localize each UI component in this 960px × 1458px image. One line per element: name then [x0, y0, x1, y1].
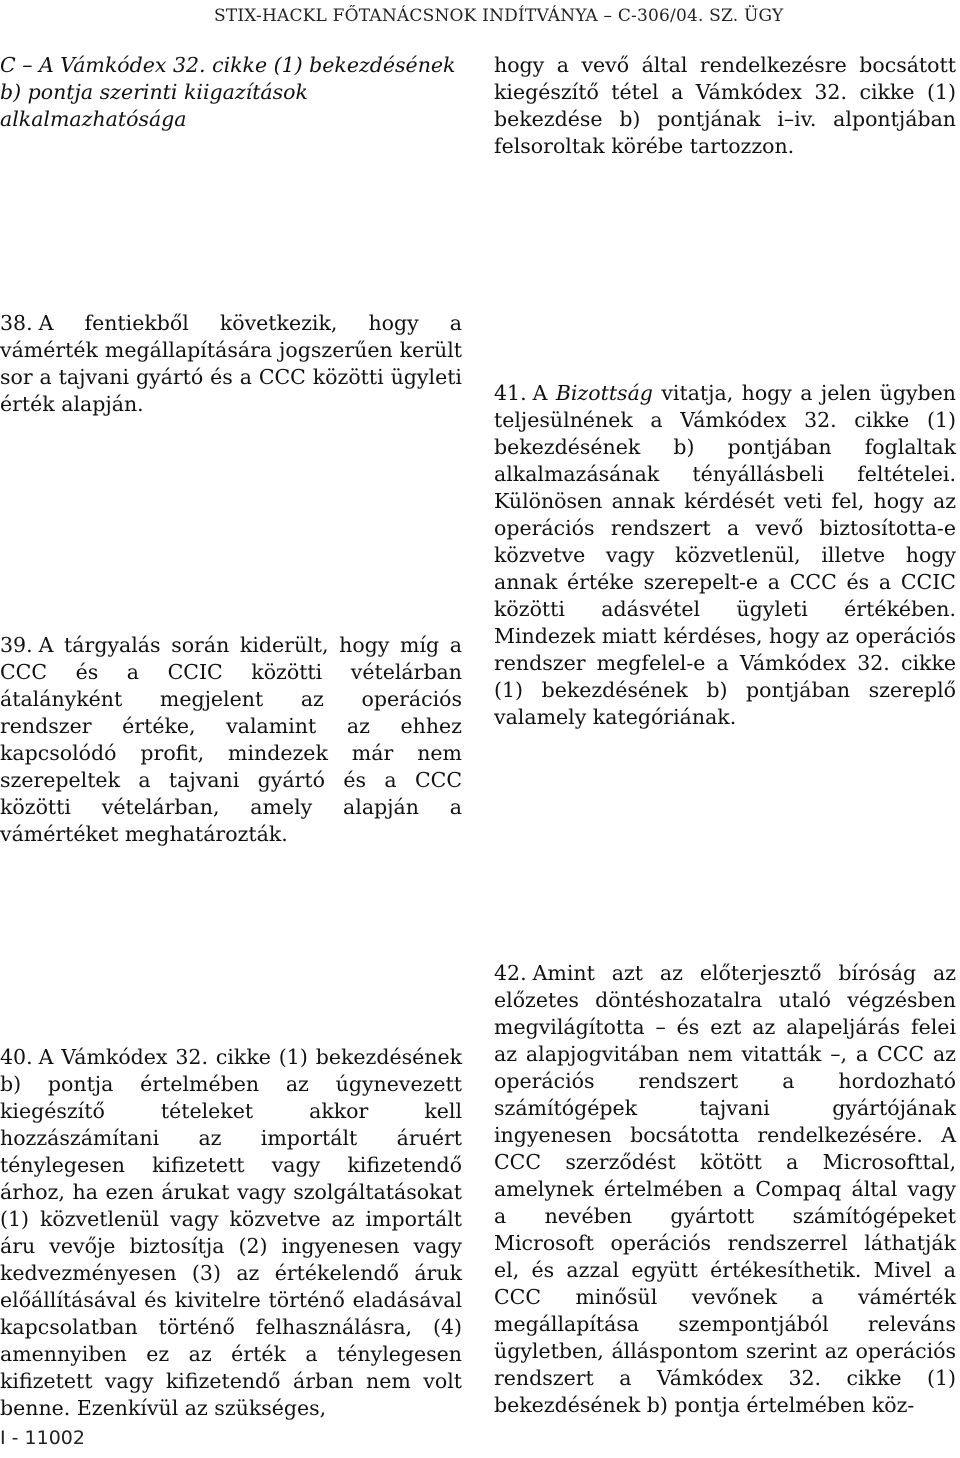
paragraph-text: A fentiekből következik, hogy a vámérték megállapítására jogszerűen került sor a tajvani gyártó és a CCC közötti ügyleti érték alapján.: [0, 311, 462, 416]
page-number: I - 11002: [0, 1427, 85, 1449]
paragraph-number: 38.: [0, 311, 33, 335]
paragraph-text: A Vámkódex 32. cikke (1) bekezdésének b) pontja értelmében az úgynevezett kiegészítő tételeket akkor kell hozzászámítani az importált áruért ténylegesen kifizetett vagy kifizetendő árhoz, ha ezen árukat vagy szolgáltatásokat (1) közvetlenül vagy közvetve az importált áru vevője biztosítja (2) ingyenesen vagy kedvezményesen (3) az értékelendő áruk előállításával és kivitelre történő eladásával kapcsolatban történő felhasználásra, (4) amennyiben ez az érték a ténylegesen kifizetett vagy kifizetendő árban nem volt benne. Ezenkívül az szükséges,: [0, 1045, 462, 1420]
paragraph-41: [494, 380, 956, 731]
paragraph-text: Amint azt az előterjesztő bíróság az előzetes döntéshozatalra utaló végzésben megvilágította – és ezt az alapeljárás felei az alapjogvitában nem vitatták –, a CCC az operációs rendszert a hordozható számítógépek tajvani gyártójának ingyenesen bocsátotta rendelkezésére. A CCC szerződést kötött a Microsofttal, amelynek értelmében a Compaq által vagy a nevében gyártott számítógépeket Microsoft operációs rendszerrel láthatják el, és azzal együtt értékesíthetik. Mivel a CCC minősül vevőnek a vámérték megállapítása szempontjából releváns ügyletben, álláspontom szerint az operációs rendszert a Vámkódex 32. cikke (1) bekezdésének b) pontja értelmében köz-: [494, 961, 956, 1417]
paragraph-number: 41.: [494, 381, 527, 405]
section-heading: C – A Vámkódex 32. cikke (1) bekezdésének b) pontja szerinti kiigazítások alkalmazhatósága: [0, 53, 456, 131]
paragraph-40: [0, 1044, 462, 1422]
paragraph-emphasis: Bizottság: [555, 381, 653, 405]
paragraph-42: [494, 960, 956, 1419]
paragraph-number: 39.: [0, 633, 33, 657]
paragraph-text-pre: A: [532, 381, 548, 405]
paragraph-text: A tárgyalás során kiderült, hogy míg a CCC és a CCIC közötti vételárban átalányként megjelent az operációs rendszer értéke, valamint az ehhez kapcsolódó profit, mindezek már nem szerepeltek a tajvani gyártó és a CCC közötti vételárban, amely alapján a vámértéket meghatározták.: [0, 633, 462, 846]
paragraph-38: [0, 310, 462, 418]
paragraph-39: [0, 632, 462, 848]
running-header: STIX-HACKL FŐTANÁCSNOK INDÍTVÁNYA – C-306/04. SZ. ÜGY: [214, 6, 784, 26]
paragraph-number: 40.: [0, 1045, 33, 1069]
paragraph-text: vitatja, hogy a jelen ügyben teljesülnének a Vámkódex 32. cikke (1) bekezdésének b) pontjában foglaltak alkalmazásának tényállásbeli feltételei. Különösen annak kérdését veti fel, hogy az operációs rendszert a vevő biztosította-e közvetve vagy közvetlenül, illetve hogy annak értéke szerepelt-e a CCC és a CCIC közötti adásvétel ügyleti értékében. Mindezek miatt kérdéses, hogy az operációs rendszer megfelel-e a Vámkódex 32. cikke (1) bekezdésének b) pontjában szereplő valamely kategóriának.: [494, 381, 956, 729]
paragraph-number: 42.: [494, 961, 527, 985]
right-column-continuation: hogy a vevő által rendelkezésre bocsátott kiegészítő tétel a Vámkódex 32. cikke (1) bekezdése b) pontjának i–iv. alpontjában felsoroltak körébe tartozzon.: [494, 53, 956, 158]
